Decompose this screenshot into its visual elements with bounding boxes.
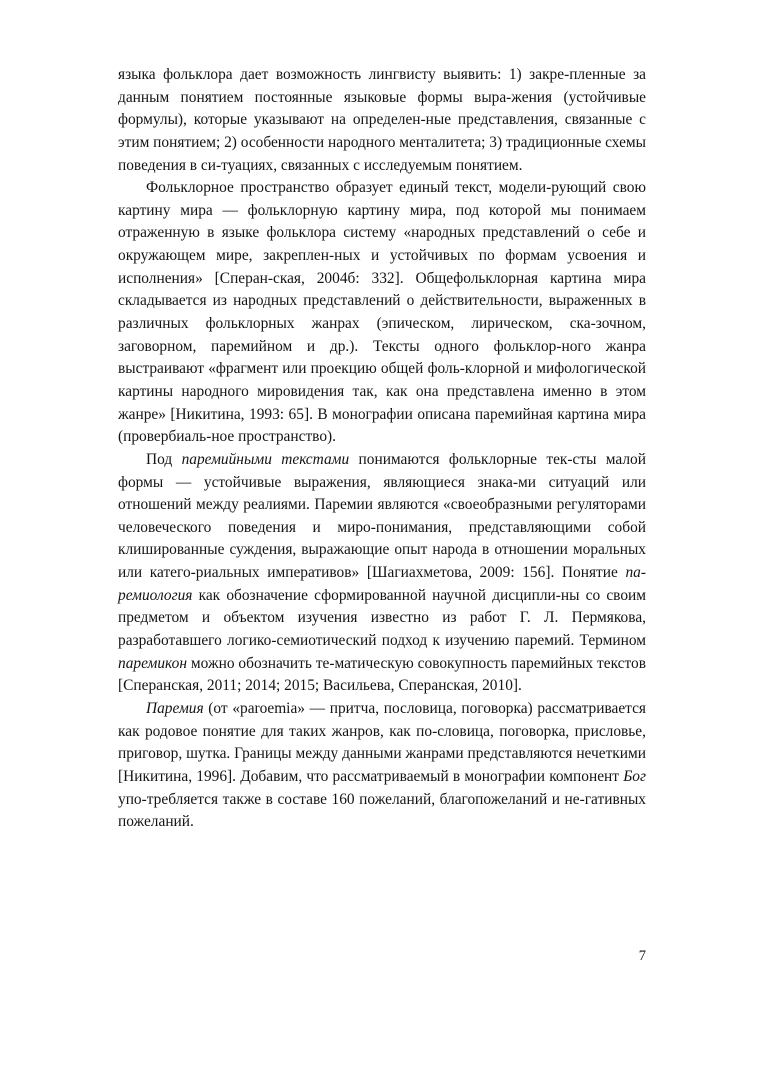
emphasis-text: па-ремиология bbox=[118, 564, 646, 604]
body-text: Под bbox=[146, 450, 182, 468]
emphasis-text: Паремия bbox=[146, 699, 204, 717]
page-number: 7 bbox=[638, 948, 646, 964]
body-text: языка фольклора дает возможность лингвисту выявить: 1) закре-пленные за данным понятием постоянные языковые формы выра-жения (устойчивые формулы), которые указывают на определен-ные представления, связанные с этим понятием; 2) особенности народного менталитета; 3) традиционные схемы поведения в си-туациях, связанных с исследуемым понятием. bbox=[118, 66, 646, 174]
body-text: понимаются фольклорные тек-сты малой формы — устойчивые выражения, являющиеся знака-ми ситуаций или отношений между реалиями. Паремии являются «своеобразными регуляторами человеческого поведения и миро-понимания, представляющими собой клишированные суждения, выражающие опыт народа в отношении моральных или катего-риальных императивов» [Шагиахметова, 2009: 156]. Понятие bbox=[118, 450, 646, 582]
body-text: (от «paroemia» — притча, пословица, поговорка) рассматривается как родовое понятие для таких жанров, как по-словица, поговорка, присловье, приговор, шутка. Границы между данными жанрами представляются нечеткими [Никитина, 1996]. Добавим, что рассматриваемый в монографии компонент bbox=[118, 699, 646, 785]
body-text: упо-требляется также в составе 160 пожеланий, благопожеланий и не-гативных пожеланий. bbox=[118, 790, 646, 831]
paragraph-2 bbox=[118, 177, 646, 449]
body-text: Фольклорное пространство образует единый текст, модели-рующий свою картину мира — фольклорную картину мира, под которой мы понимаем отраженную в языке фольклора систему «народных представлений о себе и окружающем мире, закреплен-ных и устойчивых по формам усвоения и исполнения» [Сперан-ская, 2004б: 332]. Общефольклорная картина мира складывается из народных представлений о действительности, выраженных в различных фольклорных жанрах (эпическом, лирическом, ска-зочном, заговорном, паремийном и др.). Тексты одного фольклор-ного жанра выстраивают «фрагмент или проекцию общей фоль-клорной и мифологической картины народного мировидения так, как она представлена именно в этом жанре» [Никитина, 1993: 65]. В монографии описана паремийная картина мира (провербиаль-ное пространство). bbox=[118, 179, 646, 446]
text-column bbox=[118, 64, 646, 834]
emphasis-text: Бог bbox=[623, 767, 646, 785]
paragraph-1 bbox=[118, 64, 646, 177]
body-text: можно обозначить те-матическую совокупность паремийных текстов [Сперанская, 2011; 2014; 2015; Васильева, Сперанская, 2010]. bbox=[118, 654, 646, 695]
paragraph-3 bbox=[118, 449, 646, 698]
body-text: как обозначение сформированной научной дисципли-ны со своим предметом и объектом изучения известно из работ Г. Л. Пермякова, разработавшего логико-семиотический подход к изучению паремий. Термином bbox=[118, 586, 646, 650]
paragraph-4 bbox=[118, 698, 646, 834]
emphasis-text: паремикон bbox=[118, 654, 187, 672]
emphasis-text: паремийными текстами bbox=[181, 450, 350, 468]
